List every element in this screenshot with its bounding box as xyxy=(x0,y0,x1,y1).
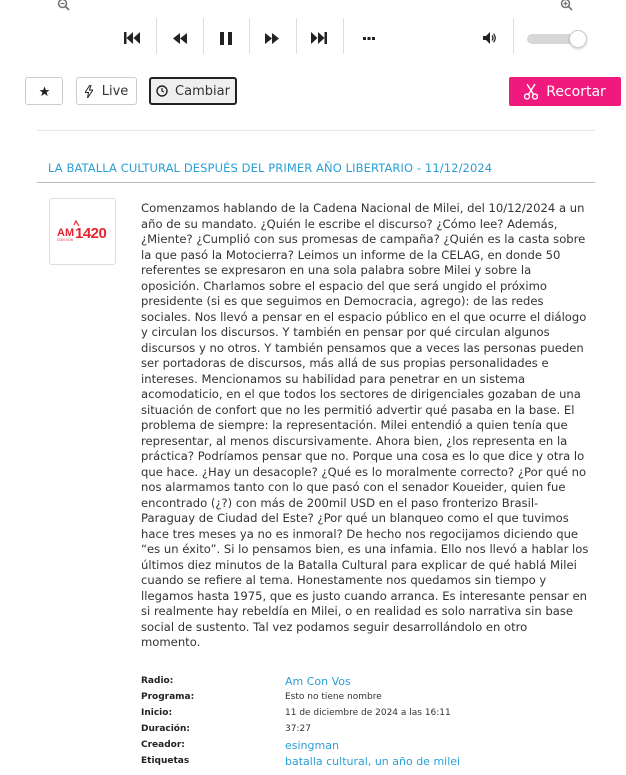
svg-text:1420: 1420 xyxy=(75,225,107,242)
radio-logo xyxy=(49,198,116,265)
meta-label: Creador: xyxy=(141,740,185,750)
meta-label: Radio: xyxy=(141,676,174,686)
meta-row-programa xyxy=(141,689,601,705)
star-icon xyxy=(39,86,50,97)
recortar-label: Recortar xyxy=(546,83,606,100)
rewind-button[interactable] xyxy=(166,24,194,52)
zoom-out-icon[interactable] xyxy=(57,0,70,15)
inicio-value: 11 de diciembre de 2024 a las 16:11 xyxy=(285,708,451,718)
meta-row-creador xyxy=(141,737,601,753)
tag-link[interactable]: un año de milei xyxy=(374,754,461,768)
volume-knob[interactable] xyxy=(569,30,587,48)
scissors-icon xyxy=(524,84,538,100)
cambiar-button[interactable] xyxy=(149,77,237,105)
live-button[interactable] xyxy=(76,77,137,105)
divider xyxy=(203,18,204,54)
fast-forward-button[interactable] xyxy=(258,24,286,52)
divider xyxy=(513,18,514,54)
cambiar-label: Cambiar xyxy=(175,83,230,99)
ellipsis-icon xyxy=(363,37,375,40)
pause-button[interactable] xyxy=(212,24,240,52)
meta-label: Etiquetas xyxy=(141,756,190,766)
divider xyxy=(37,182,595,183)
meta-row-inicio xyxy=(141,705,601,721)
favorite-button[interactable] xyxy=(25,77,63,105)
meta-label: Duración: xyxy=(141,724,190,734)
clock-icon xyxy=(156,85,168,97)
pause-icon xyxy=(220,32,232,45)
tag-separator: , xyxy=(367,754,375,768)
live-label: Live xyxy=(101,83,129,99)
creador-link[interactable]: esingman xyxy=(285,738,339,752)
divider xyxy=(296,18,297,54)
episode-description: Comenzamos hablando de la Cadena Nacional de Milei, del 10/12/2024 a un año de su mandato. ¿Quién le escribe el discurso? ¿Cómo lee? Además, ¿Miente? ¿Cumplió con sus promesas de campaña? ¿Quién es la casta sobre la que pasó la Motocierra? Leimos un informe de la CELAG, en donde 50 referentes se expresaron en una sola palabra sobre Milei y sobre la oposición. Charlamos sobre el espacio del que será ungido el próximo presidente (si es que seguimos en Democracia, agrego): de las redes sociales. Nos llevó a pensar en el espacio público en el que ocurre el diálogo y circulan los discursos. Y también en pensar por qué circulan algunos discursos y no otros. Y también pensamos que a veces las personas pueden ser portadoras de discursos, más allá de sus propias personalidades e intereses. Mencionamos su habilidad para penetrar en un sistema acomodaticio, en el que todos los sectores de dirigenciales gozaban de una situación de confort que no les permitió advertir qué pasaba en la base. El problema de siempre: la representación. Milei entendió a quien tenía que representar, al menos discursivamente. Ahora bien, ¿los representa en la práctica? Podríamos pensar que no. Porque una cosa es lo que dice y otra lo que hace. ¿Hay un desacople? ¿Qué es lo moralmente correcto? ¿Por qué no nos alarmamos tanto con lo que pasó con el senador Koueider, quien fue encontrado (¿?) con más de 200mil USD en el paso fronterizo Brasil-Paraguay de Ciudad del Este? ¿Por qué un blanqueo como el que tuvimos hace tres meses ya no es inmoral? De hecho nos regocijamos diciendo que “es un éxito”. Si lo pensamos bien, es una infamia. Ello nos llevó a hablar los últimos diez minutos de la Batalla Cultural para explicar de qué hablá Milei cuando se refiere al tema. Honestamente nos quedamos sin tiempo y llegamos hasta 1975, que es justo cuando arranca. Es interesante pensar en si realmente hay rebeldía en Milei, o en realidad es solo narrativa sin base social de sustento. Tal vez podamos seguir desarrollándolo en otro momento. xyxy=(141,201,589,649)
meta-row-etiquetas xyxy=(141,753,601,769)
meta-label: Programa: xyxy=(141,692,195,702)
fast-forward-icon xyxy=(265,33,279,44)
volume-button[interactable] xyxy=(476,24,504,52)
more-options-button[interactable] xyxy=(355,24,383,52)
episode-title[interactable]: LA BATALLA CULTURAL DESPUÉS DEL PRIMER AÑO LIBERTARIO - 11/12/2024 xyxy=(48,161,493,175)
duracion-value: 37:27 xyxy=(285,724,311,734)
divider xyxy=(37,130,595,131)
episode-metadata xyxy=(141,673,601,769)
volume-slider[interactable] xyxy=(527,31,587,47)
meta-label: Inicio: xyxy=(141,708,173,718)
tag-link[interactable]: batalla cultural xyxy=(285,754,368,768)
volume-icon xyxy=(483,32,497,44)
rewind-icon xyxy=(173,33,187,44)
svg-text:AM: AM xyxy=(57,227,75,239)
meta-row-duracion xyxy=(141,721,601,737)
zoom-in-icon[interactable] xyxy=(560,0,573,15)
recortar-button[interactable] xyxy=(509,77,621,106)
skip-to-end-button[interactable] xyxy=(305,24,333,52)
programa-value: Esto no tiene nombre xyxy=(285,692,382,702)
skip-to-end-icon xyxy=(311,32,327,44)
radio-link[interactable]: Am Con Vos xyxy=(285,674,351,688)
skip-to-start-icon xyxy=(124,32,140,44)
divider xyxy=(156,18,157,54)
bolt-icon xyxy=(85,85,93,98)
meta-row-radio xyxy=(141,673,601,689)
divider xyxy=(249,18,250,54)
svg-text:CON VOS: CON VOS xyxy=(57,238,74,242)
divider xyxy=(343,18,344,54)
skip-to-start-button[interactable] xyxy=(118,24,146,52)
